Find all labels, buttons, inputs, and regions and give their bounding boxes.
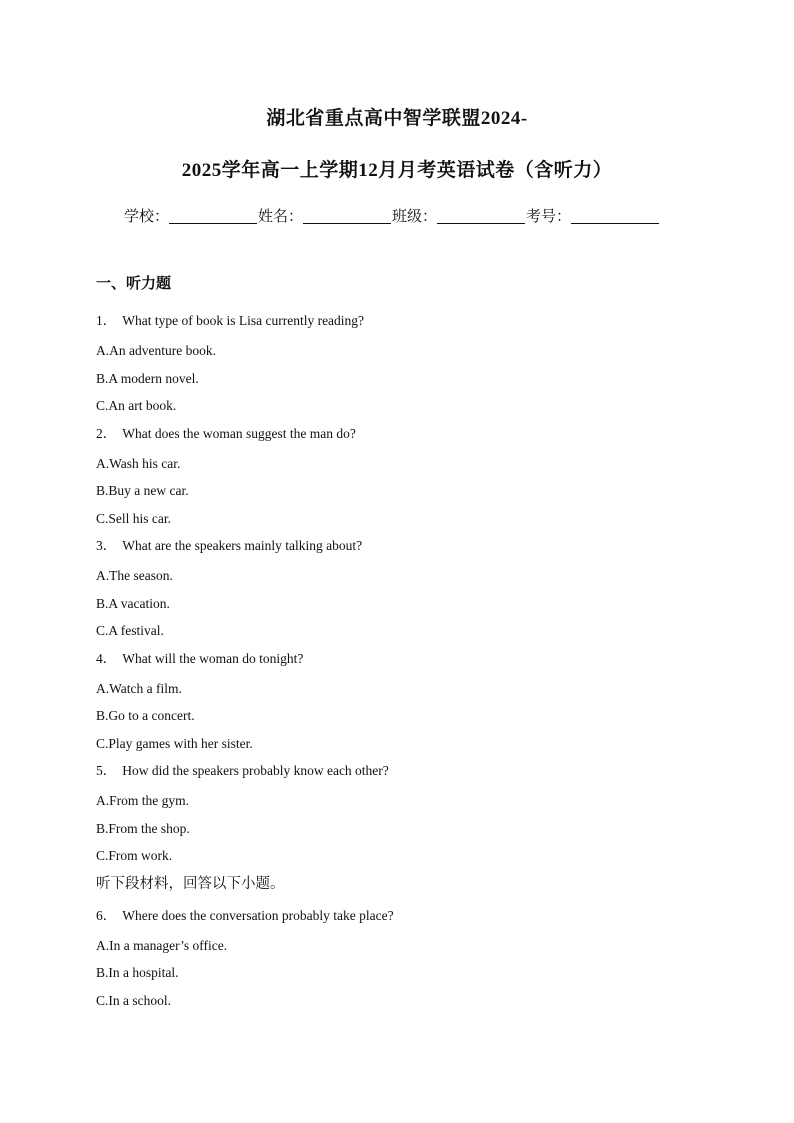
option-b: B.Go to a concert. xyxy=(96,708,195,723)
option-b: B.Buy a new car. xyxy=(96,483,189,498)
question-text: What will the woman do tonight? xyxy=(122,650,304,666)
question-6 xyxy=(96,906,736,936)
question-number: 4． xyxy=(96,650,117,666)
question-text: What are the speakers mainly talking about? xyxy=(122,538,363,553)
question-number: 5． xyxy=(96,763,117,778)
school-blank[interactable] xyxy=(169,209,257,224)
student-info-row xyxy=(124,205,660,226)
question-text: Where does the conversation probably take place? xyxy=(122,907,394,923)
name-label: 姓名： xyxy=(258,209,304,225)
option-a: A.In a manager’s office. xyxy=(96,937,228,953)
question-3 xyxy=(96,536,736,566)
exam-title-line-2: 2025学年高一上学期12月月考英语试卷（含听力） xyxy=(181,160,613,181)
option-b: B.A vacation. xyxy=(96,595,170,611)
option-a: A.An adventure book. xyxy=(96,343,216,358)
section-heading: 一、听力题 xyxy=(96,276,172,292)
question-list xyxy=(96,311,736,1018)
option-b: B.A modern novel. xyxy=(96,370,199,386)
exam-number-blank[interactable] xyxy=(571,209,659,224)
listening-instruction: 听下段材料，回答以下小题。 xyxy=(96,875,285,892)
name-blank[interactable] xyxy=(303,209,391,224)
option-a: A.Wash his car. xyxy=(96,455,181,471)
option-c: C.In a school. xyxy=(96,992,171,1008)
question-text: What does the woman suggest the man do? xyxy=(122,425,356,441)
option-c: C.From work. xyxy=(96,848,173,863)
option-c: C.Play games with her sister. xyxy=(96,735,253,751)
question-number: 1． xyxy=(96,313,117,328)
exam-title-line-1: 湖北省重点高中智学联盟2024- xyxy=(266,108,528,129)
question-4 xyxy=(96,649,736,679)
school-label: 学校： xyxy=(124,209,170,225)
question-5 xyxy=(96,761,736,791)
option-a: A.The season. xyxy=(96,568,173,583)
class-blank[interactable] xyxy=(437,209,525,224)
option-b: B.From the shop. xyxy=(96,820,190,836)
exam-number-label: 考号： xyxy=(526,209,572,225)
question-2 xyxy=(96,424,736,454)
question-number: 3． xyxy=(96,538,117,553)
option-a: A.Watch a film. xyxy=(96,680,182,696)
question-text: What type of book is Lisa currently reading? xyxy=(122,313,365,328)
option-b: B.In a hospital. xyxy=(96,965,179,980)
question-1 xyxy=(96,311,736,341)
option-c: C.Sell his car. xyxy=(96,510,171,526)
question-number: 6． xyxy=(96,907,117,923)
question-text: How did the speakers probably know each other? xyxy=(122,763,389,778)
option-a: A.From the gym. xyxy=(96,793,189,808)
class-label: 班级： xyxy=(392,209,438,225)
question-number: 2． xyxy=(96,425,117,441)
option-c: C.An art book. xyxy=(96,398,177,413)
option-c: C.A festival. xyxy=(96,623,164,638)
